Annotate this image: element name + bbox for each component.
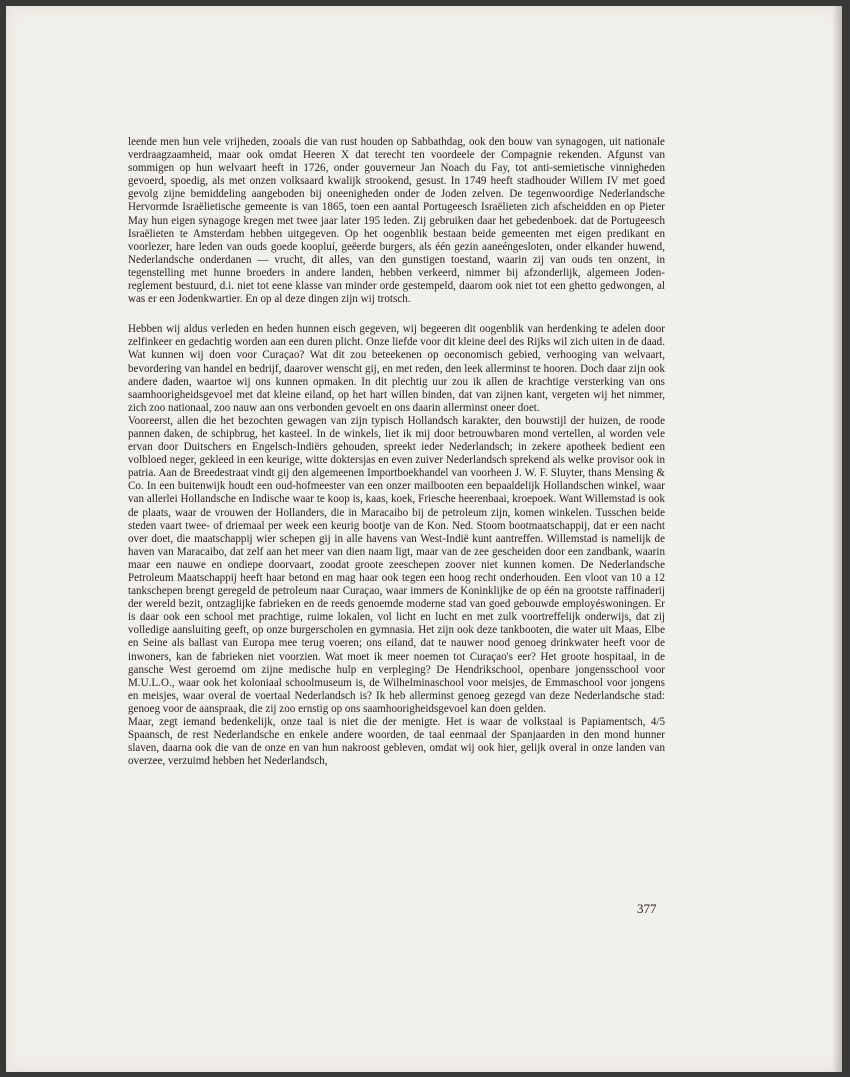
paragraph-hollandsch-karakter: Vooreerst, allen die het bezochten gewagen van zijn typisch Hollandsch karakter, den bouwstijl der huizen, de roode pannen daken, de schipbrug, het kasteel. In de winkels, liet ik mij door betrouwbaren mond vertellen, al worden vele ervan door Duitschers en Engelsch-Indiërs gehouden, spreekt ieder Nederlandsch; in zekere apotheek bedient een volbloed neger, gekleed in een keurige, witte doktersjas en even zuiver Nederlandsch sprekend als welke provisor ook in patria. Aan de Breedestraat vindt gij den algemeenen Importboekhandel van voorheen J. W. F. Sluyter, thans Mensing & Co. In een buitenwijk houdt een oud-hofmeester van een onzer mailbooten een bepaaldelijk Hollandschen winkel, waar van allerlei Hollandsche en Indische waar te koop is, kaas, koek, Friesche heerenbaai, kroepoek. Want Willemstad is ook de plaats, waar de vrouwen der Hollanders, die in Maracaibo bij de petroleum zijn, komen winkelen. Tusschen beide steden vaart twee- of driemaal per week een keurig bootje van de Kon. Ned. Stoom bootmaatschappij, dat er een nacht over doet, die maatschappij wier schepen gij in alle havens van West-Indië kunt aantreffen. Willemstad is namelijk de haven van Maracaibo, dat zelf aan het meer van dien naam ligt, maar van de zee gescheiden door een zandbank, waarin maar een nauwe en ondiepe doorvaart, zoodat groote zeeschepen zoover niet kunnen komen. De Nederlandsche Petroleum Maatschappij heeft haar betond en mag haar ook tegen een hoog recht onderhouden. Een vloot van 10 a 12 tankschepen brengt geregeld de petroleum naar Curaçao, waar immers de Koninklijke de op één na grootste raffinaderij der wereld bezit, ontzaglijke fabrieken en de reeds genoemde moderne stad van goed gebouwde employéswoningen. Er is daar ook een school met prachtige, ruime lokalen, vol licht en lucht en met zulk voortreffelijk onderwijs, dat zij volledige aansluiting geeft, op onze burgerscholen en gymnasia. Het zijn ook deze tankbooten, die water uit Maas, Elbe en Seine als ballast van Europa mee terug voeren; ons eiland, dat te nauwer nood genoeg drinkwater heeft voor de inwoners, kan de fabrieken niet voorzien. Wat moet ik meer noemen tot Curaçao's eer? Het groote hospitaal, in de gansche West geroemd om zijne medische hulp en verpleging? De Hendrikschool, openbare jongensschool voor M.U.L.O., waar ook het koloniaal schoolmuseum is, de Wilhelminaschool voor meisjes, de Emmaschool voor jongens en meisjes, waar overal de voertaal Nederlandsch is? Ik heb allerminst genoeg gezegd van deze Nederlandsche stad: genoeg voor de aanspraak, die zij zoo ernstig op ons saamhoorigheidsgevoel kan doen gelden. — [128, 414, 665, 715]
paragraph-volkstaal: Maar, zegt iemand bedenkelijk, onze taal is niet die der menigte. Het is waar de volkstaal is Papiamentsch, 4/5 Spaansch, de rest Nederlandsche en enkele andere woorden, de taal eenmaal der Spanjaarden in den mond hunner slaven, daarna ook die van de onze en van hun nakroost gebleven, omdat wij ook hier, gelijk overal in onze landen van overzee, verzuimd hebben het Nederlandsch, — [128, 716, 665, 768]
paragraph-gap — [128, 306, 665, 323]
page-gutter-shadow — [832, 6, 842, 1072]
body-text — [128, 136, 665, 768]
page-number: 377 — [637, 901, 657, 916]
paragraph-herdenking: Hebben wij aldus verleden en heden hunnen eisch gegeven, wij begeeren dit oogenblik van herdenking te adelen door zelfinkeer en gedachtig worden aan een duren plicht. Onze liefde voor dit kleine deel des Rijks wil zich uiten in de daad. Wat kunnen wij doen voor Curaçao? Wat dit zou beteekenen op oeconomisch gebied, verhooging van welvaart, bevordering van handel en bedrijf, daarover wenscht gij, en met reden, den leek allerminst te hooren. Doch daar zijn ook andere daden, waartoe wij ons kunnen opmaken. In dit plechtig uur zou ik allen de krachtige versterking van ons saamhoorigheidsgevoel met dat kleine eiland, op het hart willen binden, dat van zijnen kant, vergeten wij het nimmer, zich zoo nationaal, zoo nauw aan ons verbonden gevoelt en ons daarin allerminst oneer doet. — [128, 323, 665, 414]
paragraph-joden: leende men hun vele vrijheden, zooals die van rust houden op Sabbathdag, ook den bouw van synagogen, uit nationale verdraagzaamheid, maar ook omdat Heeren X dat terecht ten voordeele der Compagnie rekenden. Afgunst van sommigen op hun welvaart heeft in 1726, onder gouverneur Jan Noach du Fay, tot anti-semietische vinnigheden gevoerd, spoedig, als met onzen volksaard kwalijk strookend, gesust. In 1749 heeft stadhouder Willem IV met goed gevolg zijne bemiddeling aangeboden bij oneenigheden onder de Joden zelven. De tegenwoordige Nederlandsche Hervormde Israëlietische gemeente is van 1865, toen een aantal Portugeesch Israëlieten zich afscheidden en op Pieter May hun eigen synagoge kregen met twee jaar later 195 leden. Zij gebruiken daar het gebedenboek. dat de Portugeesch Israëlieten te Amsterdam hebben uitgegeven. Op het oogenblik bestaan beide gemeenten met eigen predikant en voorlezer, hare leden van ouds goede koopluí, geëerde burgers, als één gezin aaneéngesloten, onder elkander huwend, Nederlandsche onderdanen — vrucht, dit alles, van den gunstigen toestand, waarin zij van ouds ten onzent, in tegenstelling met hunne broeders in andere landen, hebben verkeerd, nimmer bij afzonderlijk, algemeen Joden-reglement bestuurd, d.i. niet tot eene klasse van minder orde gestempeld, daarom ook niet tot een ghetto gedwongen, al was er een Jodenkwartier. En op al deze dingen zijn wij trotsch. — [128, 136, 665, 306]
